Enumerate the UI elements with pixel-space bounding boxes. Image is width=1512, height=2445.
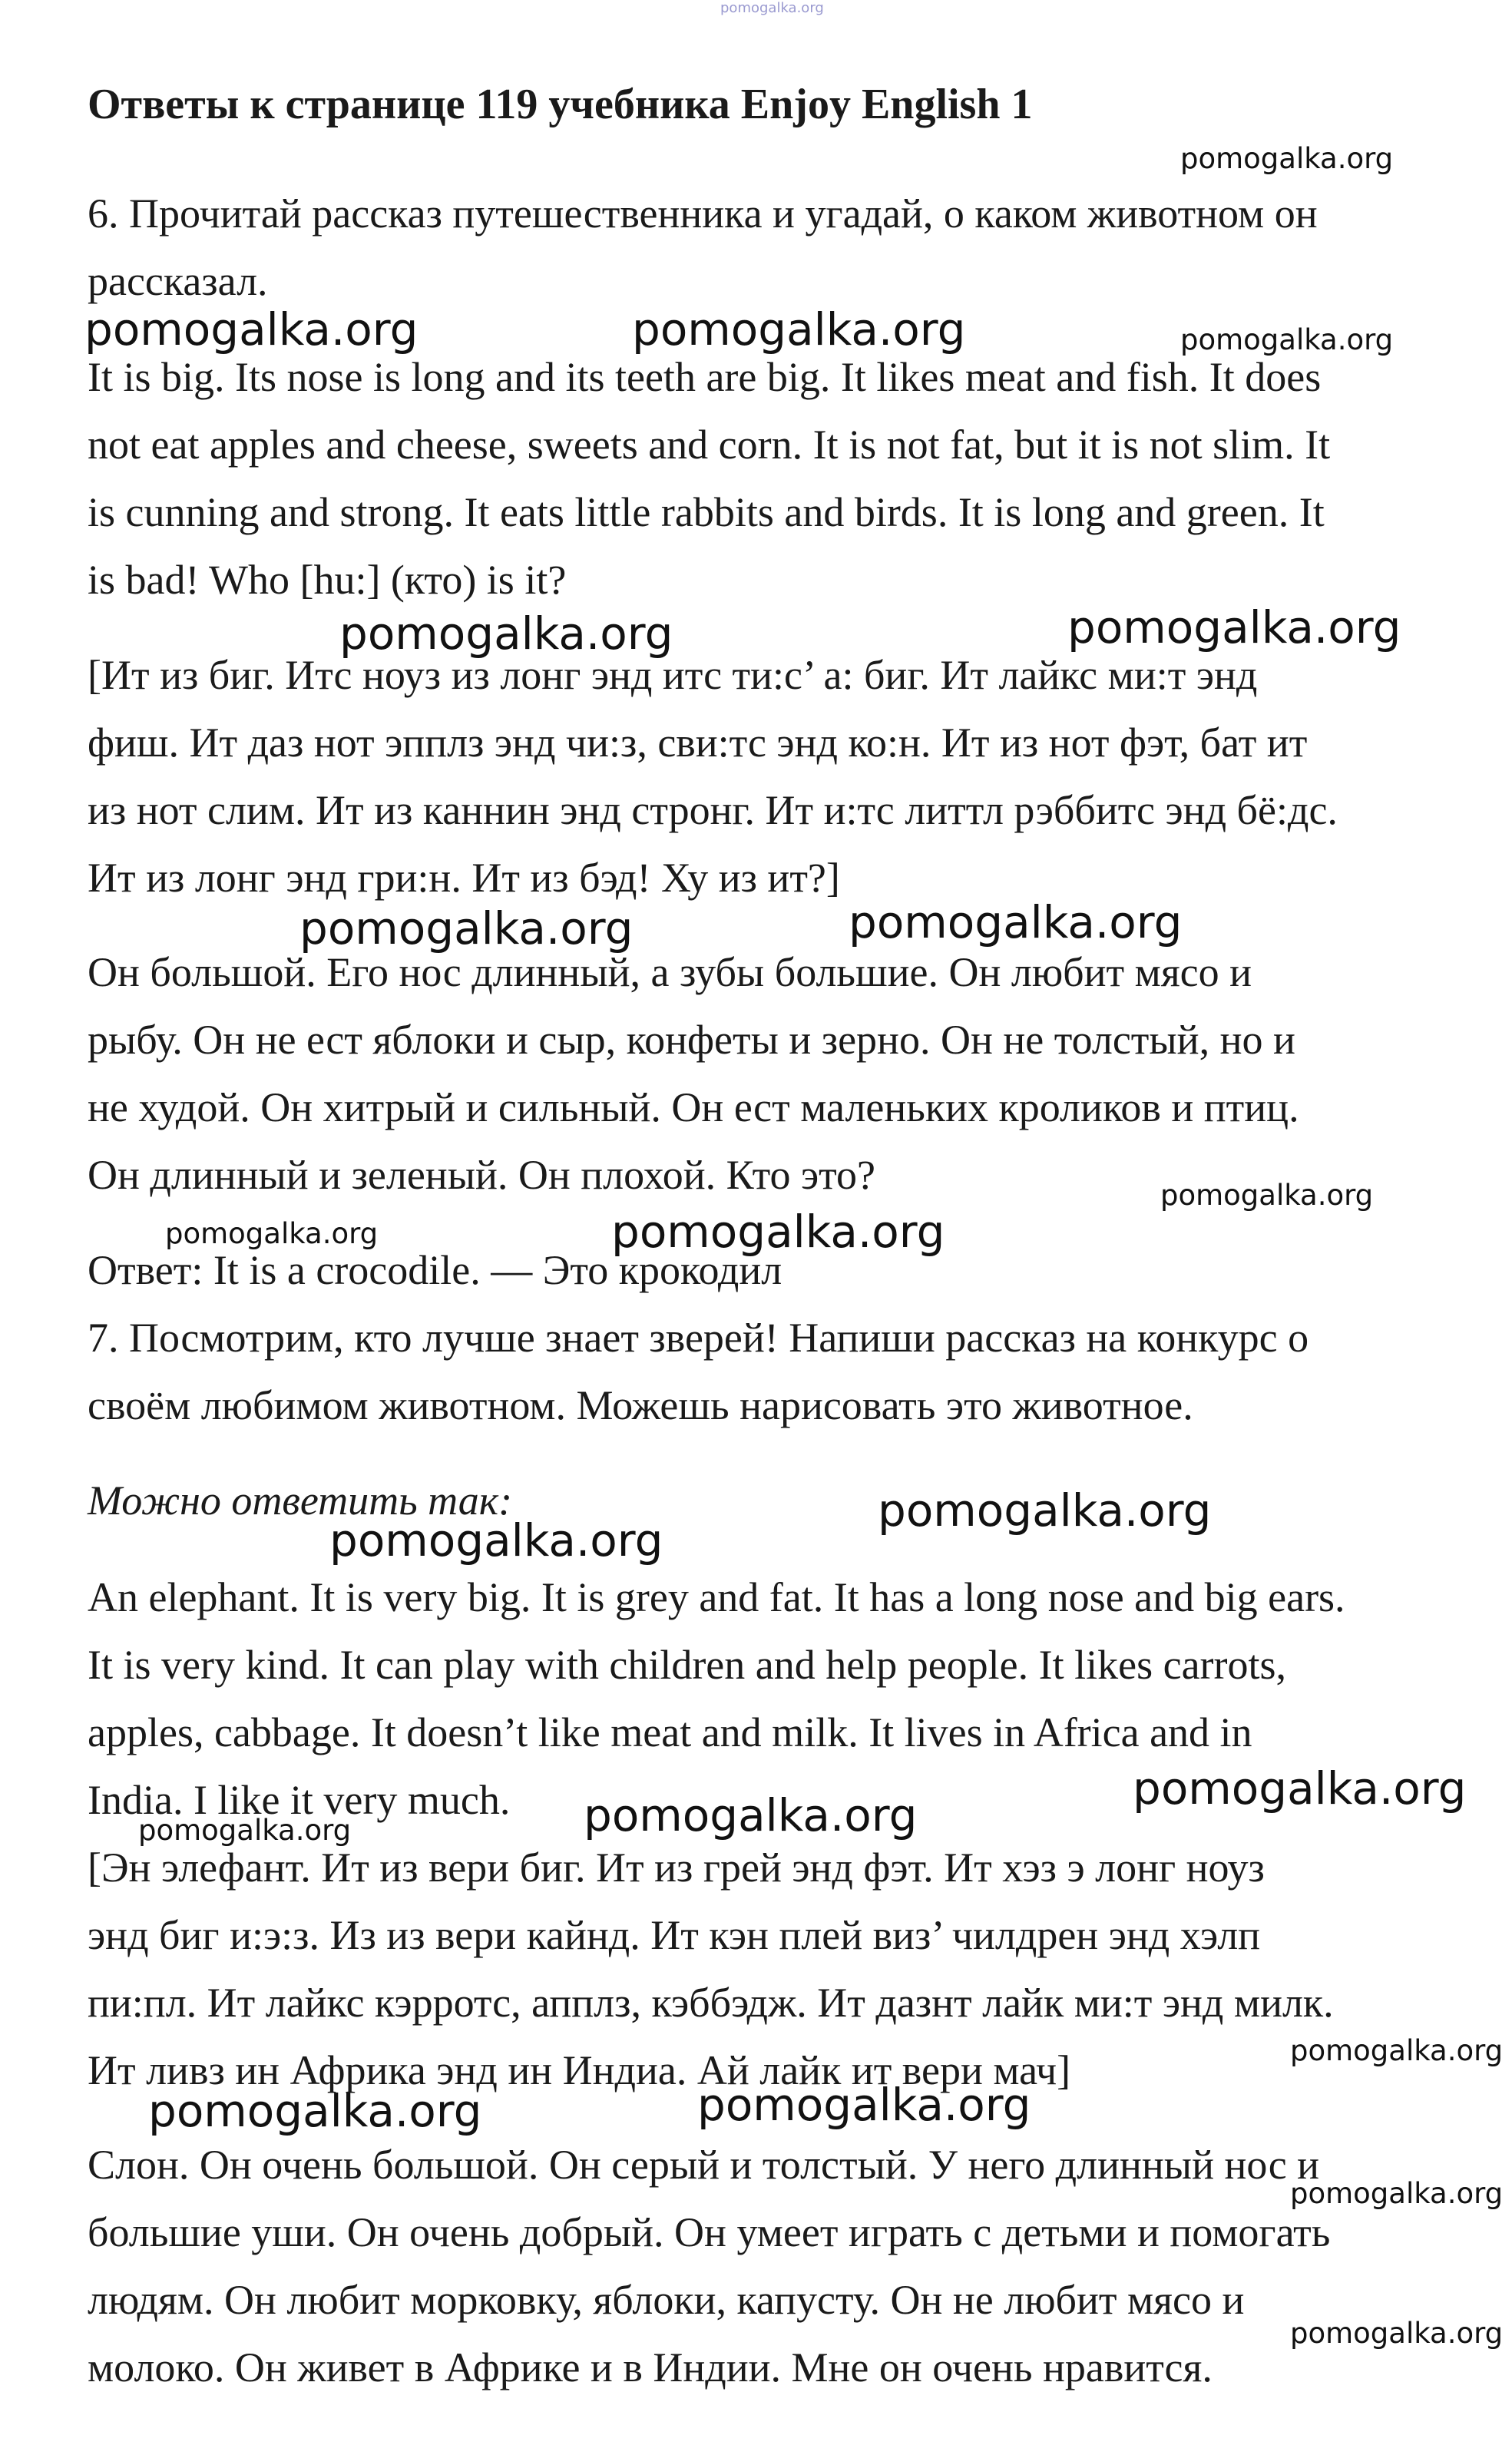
text-line: людям. Он любит морковку, яблоки, капусту. Он не любит мясо и — [88, 2277, 1245, 2323]
text-line: Ит из лонг энд гри:н. Ит из бэд! Ху из ит?] — [88, 855, 840, 901]
watermark: pomogalka.org — [1290, 2177, 1504, 2210]
watermark: pomogalka.org — [1067, 601, 1401, 653]
page-title: Ответы к странице 119 учебника Enjoy English 1 — [88, 81, 1033, 128]
text-line: из нот слим. Ит из каннин энд стронг. Ит и:тс литтл рэббитс энд бё:дс. — [88, 787, 1338, 833]
text-line: is bad! Who [hu:] (кто) is it? — [88, 557, 567, 603]
watermark: pomogalka.org — [1133, 1762, 1467, 1815]
text-line: India. I like it very much. — [88, 1777, 511, 1823]
text-line: not eat apples and cheese, sweets and corn. It is not fat, but it is not slim. It — [88, 422, 1331, 468]
watermark: pomogalka.org — [329, 1514, 663, 1567]
watermark: pomogalka.org — [697, 2079, 1031, 2131]
text-line: Ответ: It is a crocodile. — Это крокодил — [88, 1247, 782, 1293]
watermark: pomogalka.org — [849, 896, 1183, 948]
watermark: pomogalka.org — [148, 2085, 482, 2137]
text-line: рассказал. — [88, 258, 268, 304]
watermark: pomogalka.org — [1180, 142, 1394, 175]
text-line: Ит ливз ин Африка энд ин Индиа. Ай лайк ит вери мач] — [88, 2047, 1071, 2093]
watermark: pomogalka.org — [1180, 323, 1394, 356]
text-line: Он большой. Его нос длинный, а зубы большие. Он любит мясо и — [88, 949, 1252, 995]
top-watermark: pomogalka.org — [720, 0, 824, 16]
text-line: 7. Посмотрим, кто лучше знает зверей! Напиши рассказ на конкурс о — [88, 1315, 1309, 1361]
task6-english-story — [88, 343, 1454, 614]
watermark: pomogalka.org — [84, 303, 419, 356]
watermark: pomogalka.org — [878, 1484, 1212, 1537]
text-line: apples, cabbage. It doesn’t like meat and milk. It lives in Africa and in — [88, 1709, 1252, 1755]
watermark: pomogalka.org — [632, 303, 966, 356]
task7-intro — [88, 1467, 1454, 1537]
text-line: молоко. Он живет в Африке и в Индии. Мне он очень нравится. — [88, 2344, 1213, 2390]
watermark: pomogalka.org — [611, 1206, 945, 1258]
watermark: pomogalka.org — [165, 1217, 379, 1250]
text-line: [Ит из биг. Итс ноуз из лонг энд итс ти:с’ а: биг. Ит лайкс ми:т энд — [88, 652, 1258, 698]
watermark: pomogalka.org — [1160, 1179, 1374, 1212]
text-line: is cunning and strong. It eats little rabbits and birds. It is long and green. It — [88, 489, 1325, 535]
text-line: пи:пл. Ит лайкс кэрротс, апплз, кэббэдж. Ит дазнт лайк ми:т энд милк. — [88, 1980, 1334, 2026]
task6-transcription — [88, 641, 1454, 911]
text-line: Можно ответить так: — [88, 1477, 513, 1524]
text-line: фиш. Ит даз нот эпплз энд чи:з, сви:тс энд ко:н. Ит из нот фэт, бат ит — [88, 720, 1308, 766]
text-line: [Эн элефант. Ит из вери биг. Ит из грей энд фэт. Ит хэз э лонг ноуз — [88, 1845, 1265, 1891]
task6-translation — [88, 938, 1454, 1212]
text-line: своём любимом животном. Можешь нарисовать это животное. — [88, 1382, 1193, 1428]
text-line: энд биг и:э:з. Из из вери кайнд. Ит кэн плей виз’ чилдрен энд хэлп — [88, 1912, 1261, 1958]
task6-question — [88, 180, 1454, 315]
text-line: It is very kind. It can play with children and help people. It likes carrots, — [88, 1642, 1287, 1688]
watermark: pomogalka.org — [1290, 2317, 1504, 2350]
text-line: Слон. Он очень большой. Он серый и толстый. У него длинный нос и — [88, 2142, 1320, 2188]
text-line: Он длинный и зеленый. Он плохой. Кто это? — [88, 1152, 875, 1198]
text-line: An elephant. It is very big. It is grey and fat. It has a long nose and big ears. — [88, 1574, 1345, 1620]
task7-question — [88, 1304, 1454, 1439]
task7-translation — [88, 2131, 1454, 2401]
watermark: pomogalka.org — [138, 1814, 352, 1847]
watermark: pomogalka.org — [584, 1789, 918, 1841]
watermark: pomogalka.org — [1290, 2034, 1504, 2067]
watermark: pomogalka.org — [339, 607, 673, 660]
text-line: It is big. Its nose is long and its teeth are big. It likes meat and fish. It does — [88, 354, 1322, 400]
text-line: не худой. Он хитрый и сильный. Он ест маленьких кроликов и птиц. — [88, 1084, 1299, 1130]
text-line: большие уши. Он очень добрый. Он умеет играть с детьми и помогать — [88, 2209, 1331, 2255]
text-line: 6. Прочитай рассказ путешественника и угадай, о каком животном он — [88, 190, 1318, 237]
watermark: pomogalka.org — [299, 902, 634, 955]
task7-transcription — [88, 1834, 1454, 2104]
text-line: рыбу. Он не ест яблоки и сыр, конфеты и зерно. Он не толстый, но и — [88, 1017, 1295, 1063]
